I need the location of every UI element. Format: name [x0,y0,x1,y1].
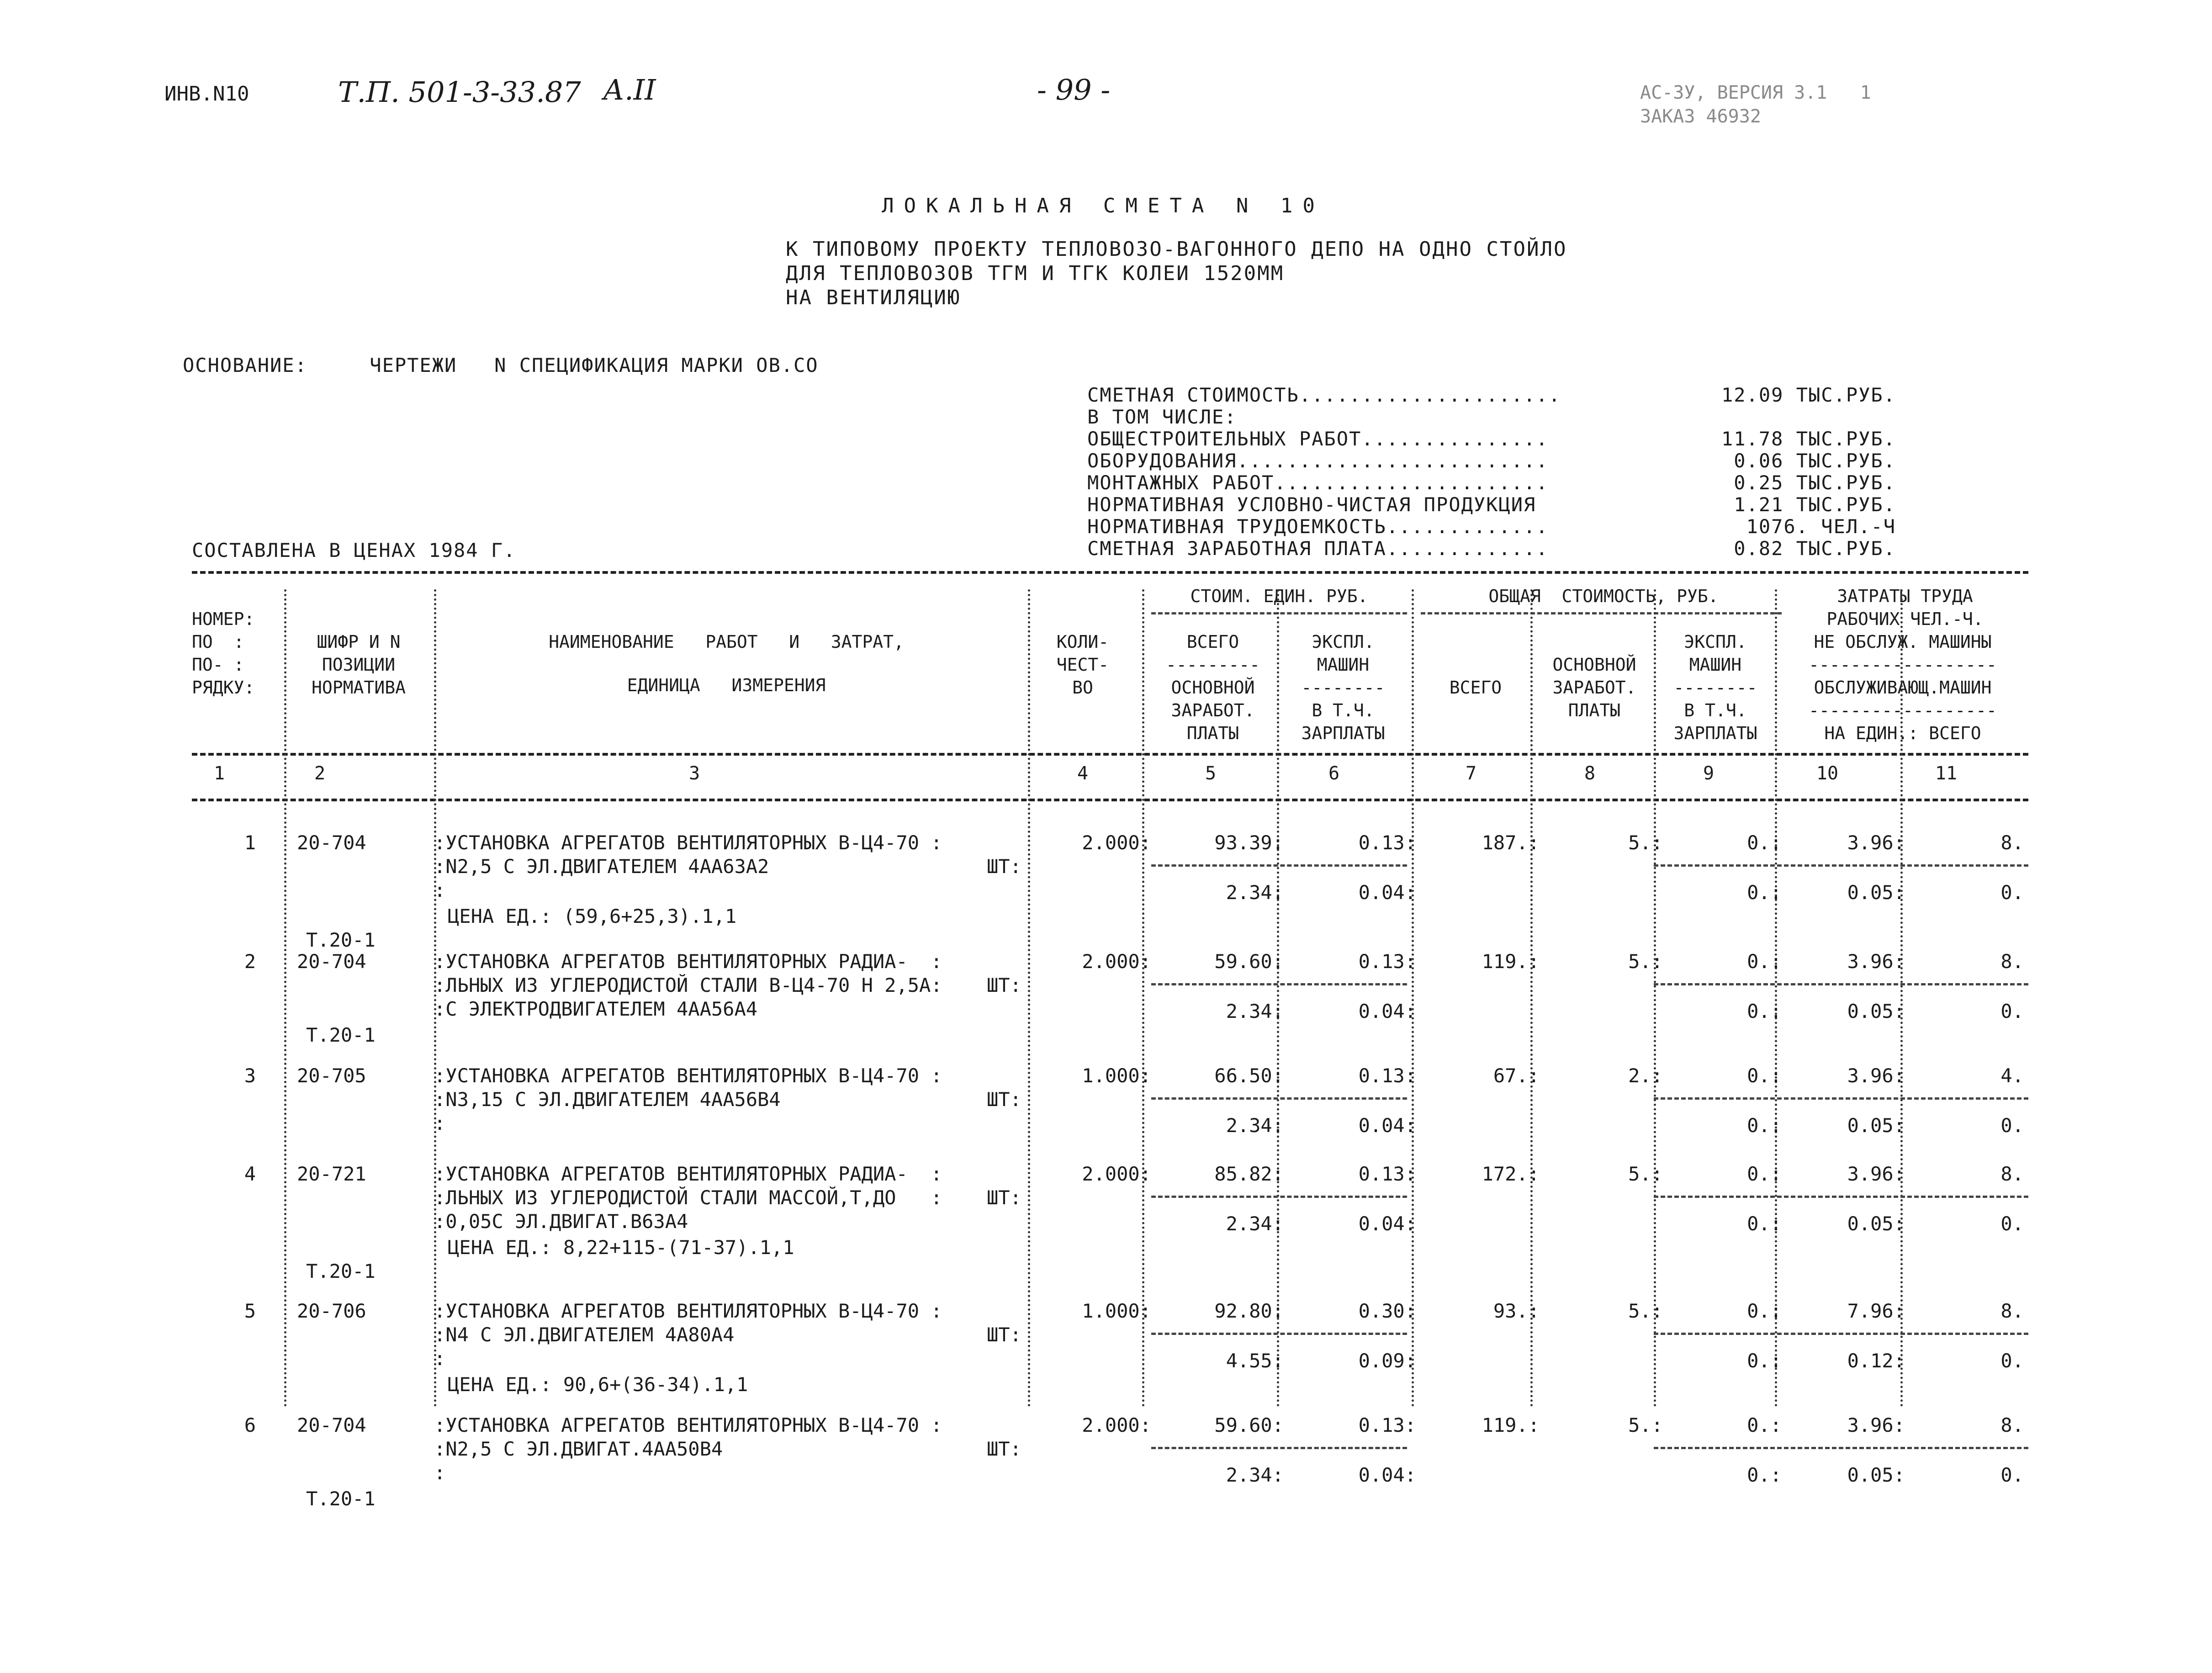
labor-per-unit: 3.96: [1847,1163,1905,1185]
work-name-line: :УСТАНОВКА АГРЕГАТОВ ВЕНТИЛЯТОРНЫХ В-Ц4-70 : [434,1064,942,1087]
work-name-line: :0,05С ЭЛ.ДВИГАТ.В63А4 [434,1210,688,1233]
total-cost: 119.: [1482,950,1540,973]
unit-machine-cost: 0.13: [1358,1064,1416,1087]
machine-salary: 0.: [1747,1000,1782,1022]
machine-salary: 0.: [1747,1114,1782,1137]
unit-machine-salary: 0.04: [1358,1464,1416,1486]
summary-value: 1076. ЧЕЛ.-Ч [1746,515,1896,538]
header-unit-cost: СТОИМ. ЕДИН. РУБ. [1190,586,1368,606]
labor-total: 8. [2000,831,2024,854]
summary-label: НОРМАТИВНАЯ УСЛОВНО-ЧИСТАЯ ПРОДУКЦИЯ [1087,493,1536,516]
row-number: 3 [244,1064,256,1087]
quantity: 2.000: [1082,1414,1151,1436]
project-number: Т.П. 501-3-33.87 [338,75,581,109]
unit-cost-total: 93.39: [1214,831,1284,854]
unit-machine-cost: 0.13: [1358,1163,1416,1185]
header-code: ШИФР И N ПОЗИЦИИ НОРМАТИВА [312,632,406,698]
work-name-line: :N4 С ЭЛ.ДВИГАТЕЛЕМ 4А80А4 [434,1324,735,1346]
labor-total: 4. [2000,1064,2024,1087]
labor-machine-per-unit: 0.05: [1847,881,1905,904]
base-salary: 2.: [1628,1064,1663,1087]
work-name-line: : [434,879,446,901]
summary-label: НОРМАТИВНАЯ ТРУДОЕМКОСТЬ............. [1087,515,1549,538]
header-col7: ВСЕГО [1449,678,1502,698]
header-col6: ЭКСПЛ. МАШИН -------- В Т.Ч. ЗАРПЛАТЫ [1301,632,1385,743]
base-salary: 5.: [1628,831,1663,854]
unit-machine-cost: 0.13: [1358,831,1416,854]
basis-line: ОСНОВАНИЕ: ЧЕРТЕЖИ N СПЕЦИФИКАЦИЯ МАРКИ ОВ.СО [183,354,819,376]
column-separator [1530,589,1533,1407]
row-number: 2 [244,950,256,973]
labor-machine-total: 0. [2000,881,2024,904]
column-separator [1900,589,1903,1407]
unit-machine-salary: 0.04: [1358,1000,1416,1022]
row-sub-rule [1151,864,1407,867]
summary-label: СМЕТНАЯ СТОИМОСТЬ..................... [1087,384,1561,406]
base-salary: 5.: [1628,1163,1663,1185]
total-cost: 172.: [1482,1163,1540,1185]
work-name-line: :N2,5 С ЭЛ.ДВИГАТЕЛЕМ 4АА63А2 [434,855,769,878]
machine-salary: 0.: [1747,1212,1782,1235]
work-name-line: :ЛЬНЫХ ИЗ УГЛЕРОДИСТОЙ СТАЛИ В-Ц4-70 Н 2,5А: [434,974,942,996]
quantity: 2.000: [1082,950,1151,973]
column-number-4: 4 [1077,763,1089,784]
unit-salary: 2.34: [1226,1464,1284,1486]
row-sub-rule [1654,983,2028,985]
unit-machine-salary: 0.09: [1358,1350,1416,1372]
machine-operation-cost: 0.: [1747,1414,1782,1436]
labor-machine-per-unit: 0.05: [1847,1000,1905,1022]
header-sub-rule-unitcost [1151,612,1407,614]
unit-salary: 2.34: [1226,1000,1284,1022]
row-number: 6 [244,1414,256,1436]
work-name-line: :УСТАНОВКА АГРЕГАТОВ ВЕНТИЛЯТОРНЫХ В-Ц4-70 : [434,1414,942,1436]
summary-label: В ТОМ ЧИСЛЕ: [1087,406,1237,428]
labor-total: 8. [2000,1414,2024,1436]
unit-machine-salary: 0.04: [1358,1114,1416,1137]
total-cost: 67.: [1493,1064,1540,1087]
unit-of-measure: ШТ: [987,1186,1021,1209]
column-number-6: 6 [1328,763,1340,784]
column-number-2: 2 [314,763,326,784]
labor-machine-per-unit: 0.05: [1847,1114,1905,1137]
machine-operation-cost: 0.: [1747,1300,1782,1322]
labor-per-unit: 3.96: [1847,950,1905,973]
unit-of-measure: ШТ: [987,1324,1021,1346]
header-unit: ЕДИНИЦА ИЗМЕРЕНИЯ [627,675,826,695]
column-separator [284,589,286,1407]
column-number-11: 11 [1935,763,1958,784]
machine-operation-cost: 0.: [1747,831,1782,854]
column-separator [1775,589,1777,1407]
subtitle-line-2: ДЛЯ ТЕПЛОВОЗОВ ТГМ И ТГК КОЛЕИ 1520ММ [786,262,1285,285]
row-sub-rule [1151,1097,1407,1100]
row-number: 1 [244,831,256,854]
summary-label: ОБОРУДОВАНИЯ......................... [1087,450,1549,472]
unit-cost-total: 85.82: [1214,1163,1284,1185]
unit-cost-total: 59.60: [1214,1414,1284,1436]
row-sub-rule [1654,1196,2028,1198]
machine-operation-cost: 0.: [1747,1064,1782,1087]
unit-of-measure: ШТ: [987,1438,1021,1460]
page-number: - 99 - [1037,73,1111,106]
column-number-5: 5 [1205,763,1217,784]
work-name-line: :N3,15 С ЭЛ.ДВИГАТЕЛЕМ 4АА56В4 [434,1088,781,1111]
norm-code: 20-706 [297,1300,366,1322]
unit-machine-cost: 0.13: [1358,950,1416,973]
labor-machine-per-unit: 0.05: [1847,1464,1905,1486]
column-number-rule [192,799,2028,801]
base-salary: 5.: [1628,950,1663,973]
subtitle-line-1: К ТИПОВОМУ ПРОЕКТУ ТЕПЛОВОЗО-ВАГОННОГО ДЕПО НА ОДНО СТОЙЛО [786,238,1567,261]
total-cost: 93.: [1493,1300,1540,1322]
summary-value: 0.06 ТЫС.РУБ. [1734,450,1896,472]
row-sub-rule [1151,1447,1407,1449]
labor-total: 8. [2000,1300,2024,1322]
norm-code: 20-704 [297,950,366,973]
summary-value: 0.25 ТЫС.РУБ. [1734,471,1896,494]
total-cost: 119.: [1482,1414,1540,1436]
quantity: 2.000: [1082,1163,1151,1185]
unit-machine-cost: 0.13: [1358,1414,1416,1436]
unit-of-measure: ШТ: [987,855,1021,878]
row-number: 4 [244,1163,256,1185]
work-name-line: : [434,1461,446,1484]
unit-price-formula: ЦЕНА ЕД.: (59,6+25,3).1,1 [448,905,737,927]
row-number: 5 [244,1300,256,1322]
norm-code: 20-705 [297,1064,366,1087]
labor-per-unit: 7.96: [1847,1300,1905,1322]
unit-salary: 2.34: [1226,1212,1284,1235]
summary-value: 1.21 ТЫС.РУБ. [1734,493,1896,516]
header-quantity: КОЛИ- ЧЕСТ- ВО [1056,632,1109,698]
quantity: 1.000: [1082,1300,1151,1322]
header-col5: ВСЕГО --------- ОСНОВНОЙ ЗАРАБОТ. ПЛАТЫ [1166,632,1260,743]
unit-salary: 2.34: [1226,1114,1284,1137]
unit-salary: 4.55: [1226,1350,1284,1372]
norm-code: 20-704 [297,831,366,854]
unit-salary: 2.34: [1226,881,1284,904]
labor-machine-per-unit: 0.05: [1847,1212,1905,1235]
document-title: ЛОКАЛЬНАЯ СМЕТА N 10 [882,194,1325,217]
total-cost: 187.: [1482,831,1540,854]
machine-salary: 0.: [1747,1464,1782,1486]
column-separator [1142,589,1144,1407]
row-sub-rule [1654,1333,2028,1335]
summary-label: МОНТАЖНЫХ РАБОТ...................... [1087,471,1549,494]
work-name-line: :УСТАНОВКА АГРЕГАТОВ ВЕНТИЛЯТОРНЫХ РАДИА- : [434,1163,942,1185]
labor-total: 8. [2000,1163,2024,1185]
column-number-8: 8 [1584,763,1596,784]
work-name-line: : [434,1112,446,1134]
table-reference: Т.20-1 [306,929,376,951]
price-base-line: СОСТАВЛЕНА В ЦЕНАХ 1984 Г. [192,539,516,561]
header-labor: ЗАТРАТЫ ТРУДА РАБОЧИХ ЧЕЛ.-Ч. [1826,586,1984,629]
column-separator [1028,589,1030,1407]
row-sub-rule [1151,983,1407,985]
unit-cost-total: 66.50: [1214,1064,1284,1087]
machine-salary: 0.: [1747,881,1782,904]
column-number-3: 3 [688,763,700,784]
labor-per-unit: 3.96: [1847,1414,1905,1436]
summary-value: 12.09 ТЫС.РУБ. [1721,384,1896,406]
header-col9: ЭКСПЛ. МАШИН -------- В Т.Ч. ЗАРПЛАТЫ [1673,632,1757,743]
header-total-cost: ОБЩАЯ СТОИМОСТЬ, РУБ. [1488,586,1719,606]
column-number-1: 1 [213,763,225,784]
column-separator [1412,589,1414,1407]
row-sub-rule [1654,864,2028,867]
inventory-number: ИНВ.N10 [164,82,249,106]
labor-total: 8. [2000,950,2024,973]
work-name-line: :УСТАНОВКА АГРЕГАТОВ ВЕНТИЛЯТОРНЫХ В-Ц4-70 : [434,1300,942,1322]
machine-operation-cost: 0.: [1747,950,1782,973]
system-code: АС-ЗУ, ВЕРСИЯ 3.1 1 [1640,82,1871,103]
column-separator [1277,589,1279,1407]
column-number-10: 10 [1816,763,1839,784]
norm-code: 20-704 [297,1414,366,1436]
unit-cost-total: 59.60: [1214,950,1284,973]
labor-machine-total: 0. [2000,1464,2024,1486]
table-reference: Т.20-1 [306,1024,376,1046]
column-number-9: 9 [1703,763,1715,784]
summary-label: СМЕТНАЯ ЗАРАБОТНАЯ ПЛАТА............. [1087,537,1549,560]
unit-price-formula: ЦЕНА ЕД.: 90,6+(36-34).1,1 [448,1373,748,1396]
work-name-line: :N2,5 С ЭЛ.ДВИГАТ.4АА50В4 [434,1438,723,1460]
machine-salary: 0.: [1747,1350,1782,1372]
quantity: 1.000: [1082,1064,1151,1087]
table-top-rule [192,571,2028,574]
column-separator [1654,589,1656,1407]
row-sub-rule [1151,1196,1407,1198]
subtitle-line-3: НА ВЕНТИЛЯЦИЮ [786,286,961,309]
work-name-line: :УСТАНОВКА АГРЕГАТОВ ВЕНТИЛЯТОРНЫХ В-Ц4-70 : [434,831,942,854]
labor-machine-total: 0. [2000,1212,2024,1235]
norm-code: 20-721 [297,1163,366,1185]
labor-machine-total: 0. [2000,1350,2024,1372]
summary-label: ОБЩЕСТРОИТЕЛЬНЫХ РАБОТ............... [1087,428,1549,450]
work-name-line: :УСТАНОВКА АГРЕГАТОВ ВЕНТИЛЯТОРНЫХ РАДИА- : [434,950,942,973]
unit-machine-salary: 0.04: [1358,881,1416,904]
labor-machine-per-unit: 0.12: [1847,1350,1905,1372]
base-salary: 5.: [1628,1414,1663,1436]
header-name: НАИМЕНОВАНИЕ РАБОТ И ЗАТРАТ, [549,632,904,652]
summary-value: 0.82 ТЫС.РУБ. [1734,537,1896,560]
unit-cost-total: 92.80: [1214,1300,1284,1322]
row-sub-rule [1654,1097,2028,1100]
column-number-7: 7 [1465,763,1477,784]
album-number: А.II [603,73,656,106]
header-row-number: НОМЕР: ПО : ПО- : РЯДКУ: [192,609,255,698]
unit-of-measure: ШТ: [987,1088,1021,1111]
labor-per-unit: 3.96: [1847,831,1905,854]
labor-machine-total: 0. [2000,1000,2024,1022]
base-salary: 5.: [1628,1300,1663,1322]
labor-per-unit: 3.96: [1847,1064,1905,1087]
header-sub-rule-total [1421,612,1782,614]
row-sub-rule [1654,1447,2028,1449]
unit-machine-salary: 0.04: [1358,1212,1416,1235]
unit-machine-cost: 0.30: [1358,1300,1416,1322]
table-reference: Т.20-1 [306,1488,376,1510]
unit-price-formula: ЦЕНА ЕД.: 8,22+115-(71-37).1,1 [448,1236,794,1259]
header-bottom-rule [192,753,2028,756]
machine-operation-cost: 0.: [1747,1163,1782,1185]
header-col8: ОСНОВНОЙ ЗАРАБОТ. ПЛАТЫ [1552,655,1636,720]
work-name-line: :ЛЬНЫХ ИЗ УГЛЕРОДИСТОЙ СТАЛИ МАССОЙ,Т,ДО : [434,1186,942,1209]
work-name-line: : [434,1347,446,1370]
row-sub-rule [1151,1333,1407,1335]
table-reference: Т.20-1 [306,1260,376,1282]
header-col10-11: НЕ ОБСЛУЖ. МАШИНЫ ------------------ ОБСЛУЖИВАЮЩ.МАШИН ------------------ НА ЕДИН.: ВСЕГО [1809,632,1997,743]
work-name-line: :С ЭЛЕКТРОДВИГАТЕЛЕМ 4АА56А4 [434,998,758,1020]
summary-value: 11.78 ТЫС.РУБ. [1721,428,1896,450]
labor-machine-total: 0. [2000,1114,2024,1137]
unit-of-measure: ШТ: [987,974,1021,996]
quantity: 2.000: [1082,831,1151,854]
order-number: ЗАКАЗ 46932 [1640,106,1761,127]
